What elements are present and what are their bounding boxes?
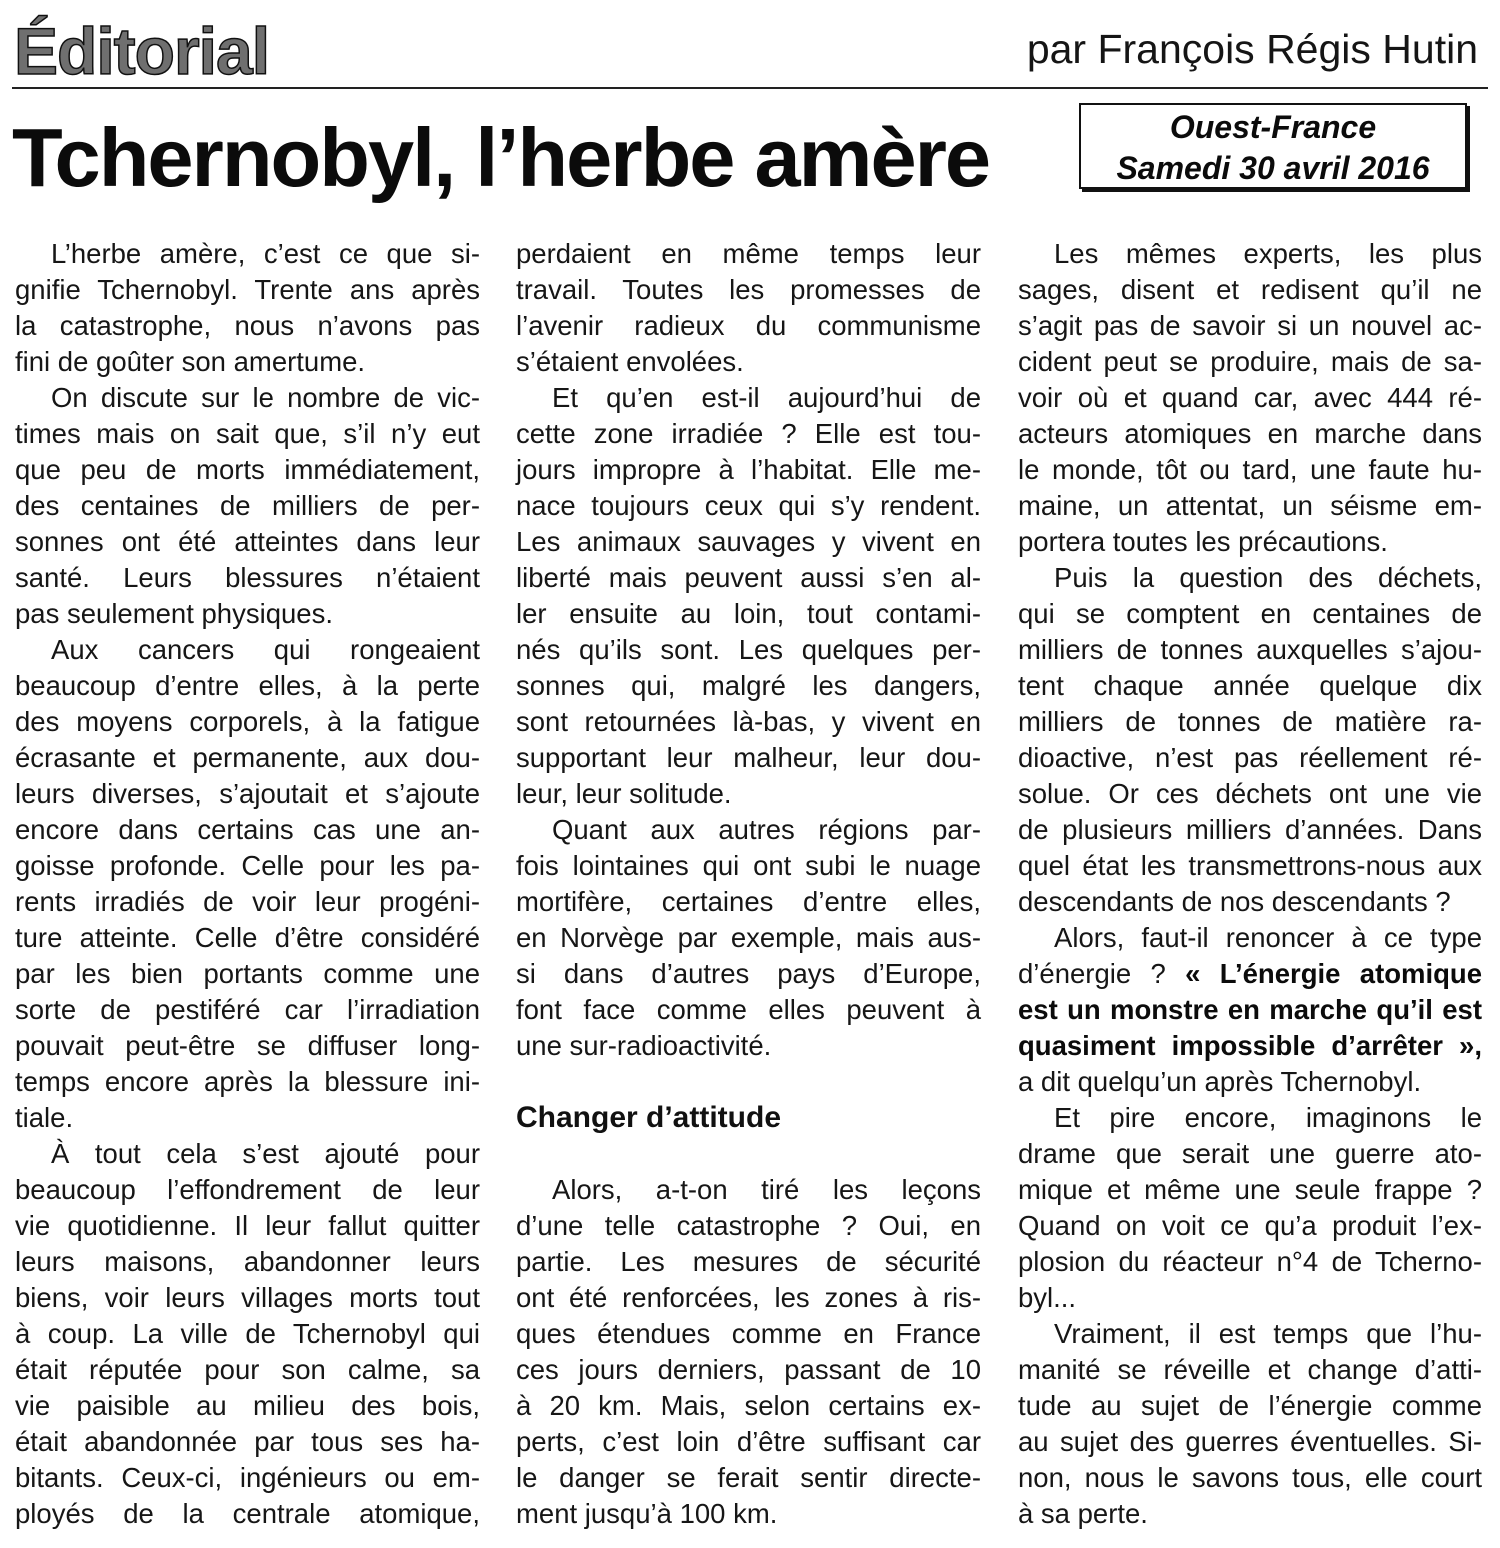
text-line: Aux cancers qui rongeaient bbox=[51, 634, 480, 665]
text-line: tude au sujet de l’énergie comme bbox=[1018, 1390, 1482, 1421]
quote-start: « L’énergie atomique bbox=[1185, 958, 1483, 989]
text-line: Quant aux autres régions par- bbox=[552, 814, 981, 845]
text-line: maine, un attentat, un séisme em- bbox=[1018, 490, 1482, 521]
text-line: ques étendues comme en France bbox=[516, 1318, 981, 1349]
text-line: Les animaux sauvages y vivent en bbox=[516, 526, 981, 557]
text-line: au sujet des guerres éventuelles. Si- bbox=[1018, 1426, 1482, 1457]
text-line: en Norvège par exemple, mais aus- bbox=[516, 922, 981, 953]
text-line: cette zone irradiée ? Elle est tou- bbox=[516, 418, 981, 449]
text-line: fois lointaines qui ont subi le nuage bbox=[516, 850, 981, 881]
text-line: font face comme elles peuvent à bbox=[516, 994, 981, 1025]
text-line: était abandonnée par tous ses ha- bbox=[15, 1426, 480, 1457]
text-line: ces jours derniers, passant de 10 bbox=[516, 1354, 981, 1385]
column-1 bbox=[15, 236, 480, 1532]
text-line: manité se réveille et change d’atti- bbox=[1018, 1354, 1482, 1385]
text-line: On discute sur le nombre de vic- bbox=[51, 382, 480, 413]
text-line: nés qu’ils sont. Les quelques per- bbox=[516, 634, 981, 665]
text-line: écrasante et permanente, aux dou- bbox=[15, 742, 480, 773]
text-line: le danger se ferait sentir directe- bbox=[516, 1462, 981, 1493]
text-line: Puis la question des déchets, bbox=[1054, 562, 1482, 593]
text-line: drame que serait une guerre ato- bbox=[1018, 1138, 1482, 1169]
text-line: nace toujours ceux qui s’y rendent. bbox=[516, 490, 981, 521]
text-line: qui se comptent en centaines de bbox=[1018, 598, 1482, 629]
section-label: Éditorial bbox=[14, 14, 270, 88]
text-line: à coup. La ville de Tchernobyl qui bbox=[15, 1318, 480, 1349]
text-line bbox=[1018, 956, 1482, 992]
text-line: voir où et quand car, avec 444 ré- bbox=[1018, 382, 1482, 413]
text-line: supportant leur malheur, leur dou- bbox=[516, 742, 981, 773]
text-line: fini de goûter son amertume. bbox=[15, 346, 366, 377]
text-line: vie paisible au milieu des bois, bbox=[15, 1390, 480, 1421]
byline: par François Régis Hutin bbox=[1026, 26, 1478, 72]
header-divider bbox=[12, 87, 1488, 89]
text-line: était réputée pour son calme, sa bbox=[15, 1354, 480, 1385]
text-line: sorte de pestiféré car l’irradiation bbox=[15, 994, 480, 1025]
text-line: des moyens corporels, à la fatigue bbox=[15, 706, 480, 737]
quote-line bbox=[1018, 992, 1482, 1028]
text-line: par les bien portants comme une bbox=[15, 958, 480, 989]
text-line: leurs diverses, s’ajoutait et s’ajoute bbox=[15, 778, 480, 809]
text-line: si dans d’autres pays d’Europe, bbox=[516, 958, 981, 989]
text-line: dioactive, n’est pas réellement ré- bbox=[1018, 742, 1482, 773]
text-line: tiale. bbox=[15, 1102, 74, 1133]
text-line: rents irradiés de voir leur progéni- bbox=[15, 886, 480, 917]
text-line: Et pire encore, imaginons le bbox=[1054, 1102, 1482, 1133]
text-line: ployés de la centrale atomique, bbox=[15, 1498, 480, 1529]
text-line: leur, leur solitude. bbox=[516, 778, 732, 809]
text-line: cident peut se produire, mais de sa- bbox=[1018, 346, 1482, 377]
text-line: à sa perte. bbox=[1018, 1498, 1148, 1529]
text-line: beaucoup l’effondrement de leur bbox=[15, 1174, 480, 1205]
source-box bbox=[1079, 103, 1467, 189]
text-line: ont été renforcées, les zones à ris- bbox=[516, 1282, 981, 1313]
text-line: pouvait peut-être se diffuser long- bbox=[15, 1030, 480, 1061]
text-line: milliers de tonnes de matière ra- bbox=[1018, 706, 1482, 737]
text-line: plosion du réacteur n°4 de Tcherno- bbox=[1018, 1246, 1482, 1277]
text-line: perts, c’est loin d’être suffisant car bbox=[516, 1426, 981, 1457]
column-2 bbox=[516, 236, 981, 1532]
text-line: des centaines de milliers de per- bbox=[15, 490, 480, 521]
text-line: sonnes qui, malgré les dangers, bbox=[516, 670, 981, 701]
text-line: une sur-radioactivité. bbox=[516, 1030, 772, 1061]
text-line: Et qu’en est-il aujourd’hui de bbox=[552, 382, 981, 413]
text-line: vie quotidienne. Il leur fallut quitter bbox=[15, 1210, 480, 1241]
text-line: tent chaque année quelque dix bbox=[1018, 670, 1482, 701]
text-line: Alors, faut-il renoncer à ce type bbox=[1054, 922, 1482, 953]
text-line: temps encore après la blessure ini- bbox=[15, 1066, 480, 1097]
text-line: la catastrophe, nous n’avons pas bbox=[15, 310, 480, 341]
text-line: gnifie Tchernobyl. Trente ans après bbox=[15, 274, 480, 305]
text-line: biens, voir leurs villages morts tout bbox=[15, 1282, 480, 1313]
text-line: d’une telle catastrophe ? Oui, en bbox=[516, 1210, 981, 1241]
text-line: ture atteinte. Celle d’être considéré bbox=[15, 922, 480, 953]
text-line: solue. Or ces déchets ont une vie bbox=[1018, 778, 1482, 809]
text-line: descendants de nos descendants ? bbox=[1018, 886, 1451, 917]
text-line: Alors, a-t-on tiré les leçons bbox=[552, 1174, 981, 1205]
text-line: s’étaient envolées. bbox=[516, 346, 744, 377]
text-line: à 20 km. Mais, selon certains ex- bbox=[516, 1390, 981, 1421]
text-line: de plusieurs milliers d’années. Dans bbox=[1018, 814, 1482, 845]
text-line: perdaient en même temps leur bbox=[516, 238, 981, 269]
text-line: travail. Toutes les promesses de bbox=[516, 274, 981, 305]
text-line: que peu de morts immédiatement, bbox=[15, 454, 480, 485]
publication-name: Ouest-France bbox=[1169, 109, 1377, 145]
text-line: L’herbe amère, c’est ce que si- bbox=[51, 238, 480, 269]
text-line: times mais on sait que, s’il n’y eut bbox=[15, 418, 480, 449]
text-line: ment jusqu’à 100 km. bbox=[516, 1498, 778, 1529]
text-fragment: d’énergie ? bbox=[1018, 958, 1166, 989]
quote-text: est un monstre en marche qu’il est bbox=[1018, 994, 1482, 1025]
quote-line bbox=[1018, 1028, 1482, 1064]
publication-date: Samedi 30 avril 2016 bbox=[1116, 150, 1430, 186]
text-line: encore dans certains cas une an- bbox=[15, 814, 480, 845]
text-line: l’avenir radieux du communisme bbox=[516, 310, 981, 341]
text-line: pas seulement physiques. bbox=[15, 598, 333, 629]
text-line: liberté mais peuvent aussi s’en al- bbox=[516, 562, 981, 593]
text-line: quel état les transmettrons-nous aux bbox=[1018, 850, 1482, 881]
text-line: sages, disent et redisent qu’il ne bbox=[1018, 274, 1482, 305]
text-line: Les mêmes experts, les plus bbox=[1054, 238, 1482, 269]
text-line: a dit quelqu’un après Tchernobyl. bbox=[1018, 1066, 1422, 1097]
column-3 bbox=[1018, 236, 1482, 1532]
quote-text: quasiment impossible d’arrêter », bbox=[1018, 1030, 1482, 1061]
text-line: mique et même une seule frappe ? bbox=[1018, 1174, 1482, 1205]
text-line: non, nous le savons tous, elle court bbox=[1018, 1462, 1482, 1493]
text-line: À tout cela s’est ajouté pour bbox=[51, 1138, 480, 1169]
text-line: ler ensuite au loin, tout contami- bbox=[516, 598, 981, 629]
text-line: sont retournées là-bas, y vivent en bbox=[516, 706, 981, 737]
text-line: milliers de tonnes auxquelles s’ajou- bbox=[1018, 634, 1482, 665]
text-line: partie. Les mesures de sécurité bbox=[516, 1246, 981, 1277]
article-title: Tchernobyl, l’herbe amère bbox=[12, 111, 990, 204]
text-line: sonnes ont été atteintes dans leur bbox=[15, 526, 480, 557]
text-line: mortifère, certaines d’entre elles, bbox=[516, 886, 981, 917]
text-line: byl... bbox=[1018, 1282, 1077, 1313]
text-line: santé. Leurs blessures n’étaient bbox=[15, 562, 480, 593]
subheading: Changer d’attitude bbox=[516, 1101, 782, 1134]
text-line: Vraiment, il est temps que l’hu- bbox=[1054, 1318, 1482, 1349]
text-line: bitants. Ceux-ci, ingénieurs ou em- bbox=[15, 1462, 480, 1493]
text-line: acteurs atomiques en marche dans bbox=[1018, 418, 1482, 449]
text-line: portera toutes les précautions. bbox=[1018, 526, 1388, 557]
text-line: s’agit pas de savoir si un nouvel ac- bbox=[1018, 310, 1482, 341]
text-line: goisse profonde. Celle pour les pa- bbox=[15, 850, 480, 881]
text-line: leurs maisons, abandonner leurs bbox=[15, 1246, 480, 1277]
text-line: jours impropre à l’habitat. Elle me- bbox=[516, 454, 981, 485]
text-line: le monde, tôt ou tard, une faute hu- bbox=[1018, 454, 1482, 485]
text-line: Quand on voit ce qu’a produit l’ex- bbox=[1018, 1210, 1482, 1241]
text-line: beaucoup d’entre elles, à la perte bbox=[15, 670, 480, 701]
